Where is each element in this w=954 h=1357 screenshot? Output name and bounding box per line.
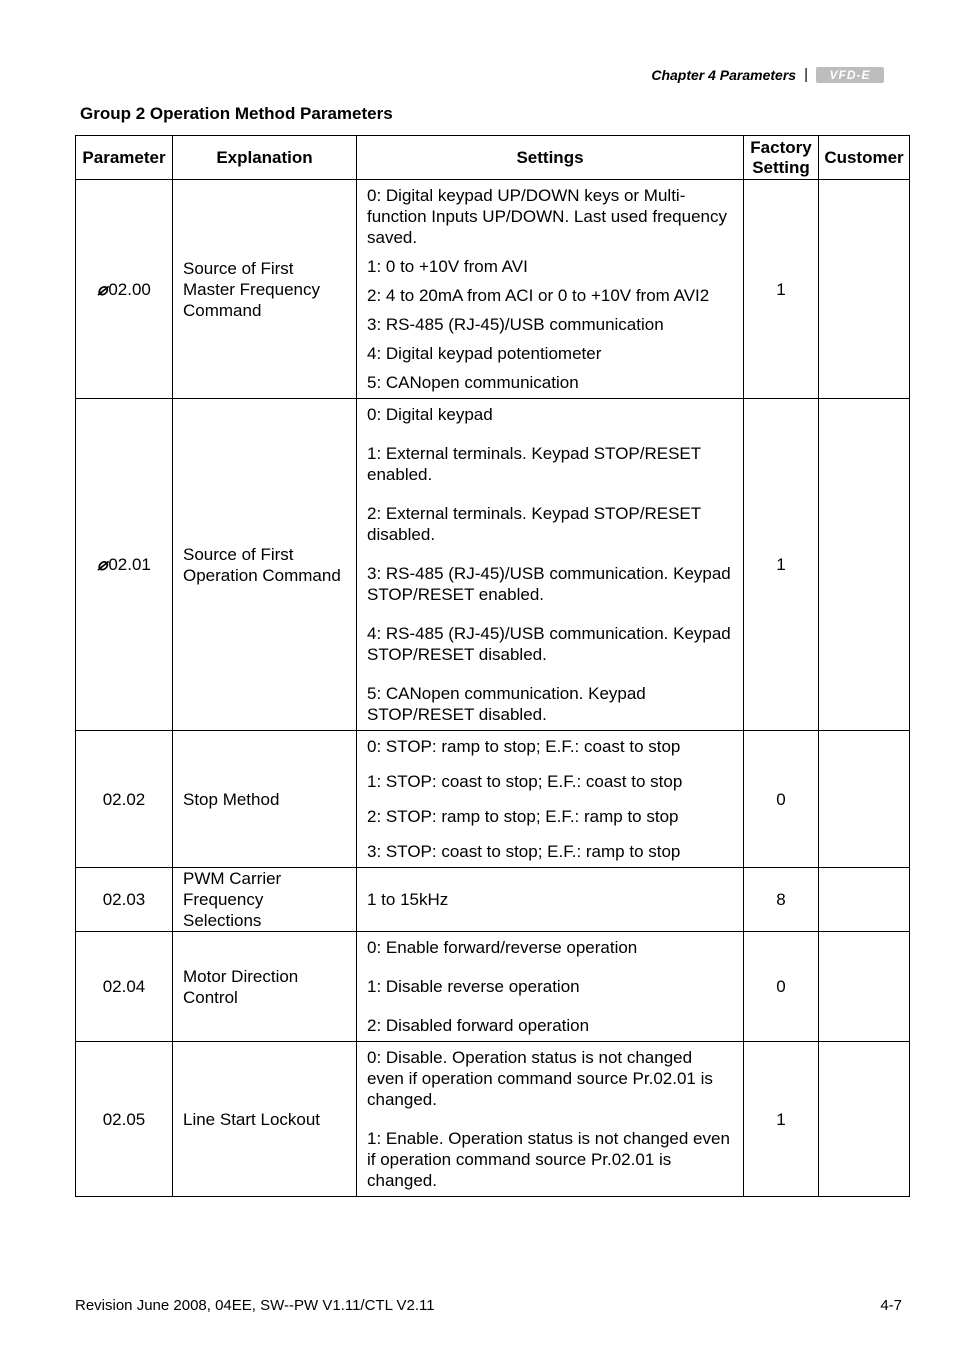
customer-cell: [819, 1042, 910, 1197]
param-number: 02.01: [108, 555, 151, 574]
customer-cell: [819, 868, 910, 932]
param-cell: [76, 731, 173, 868]
setting-option: 3: RS-485 (RJ-45)/USB communication: [367, 315, 664, 334]
setting-option: 2: External terminals. Keypad STOP/RESET disabled.: [367, 504, 701, 544]
explanation-cell: PWM Carrier Frequency Selections: [173, 868, 357, 932]
param-number: 02.03: [102, 890, 146, 909]
col-header-explanation: Explanation: [173, 136, 357, 180]
settings-cell: [357, 868, 744, 932]
pencil-icon: ⌀: [97, 555, 108, 574]
table-row: [76, 868, 910, 932]
setting-option: 0: STOP: ramp to stop; E.F.: coast to stop: [367, 737, 681, 756]
setting-option: 1 to 15kHz: [367, 890, 449, 909]
setting-option: 4: RS-485 (RJ-45)/USB communication. Keypad STOP/RESET disabled.: [367, 624, 731, 664]
setting-option: 5: CANopen communication: [367, 373, 579, 392]
explanation-cell: Motor Direction Control: [173, 932, 357, 1042]
explanation-cell: Stop Method: [173, 731, 357, 868]
setting-option: 4: Digital keypad potentiometer: [367, 344, 602, 363]
col-header-parameter: Parameter: [76, 136, 173, 180]
setting-option: 0: Digital keypad UP/DOWN keys or Multi-function Inputs UP/DOWN. Last used frequency saved.: [367, 186, 728, 247]
param-cell: [76, 1042, 173, 1197]
table-row: [76, 399, 910, 731]
setting-option: 2: STOP: ramp to stop; E.F.: ramp to stop: [367, 807, 679, 826]
param-cell: [76, 932, 173, 1042]
settings-cell: [357, 731, 744, 868]
table-header-row: [76, 136, 910, 180]
parameter-table: [75, 135, 910, 1197]
factory-setting-cell: 0: [744, 731, 819, 868]
setting-option: 0: Disable. Operation status is not changed even if operation command source Pr.02.01 is changed.: [367, 1048, 713, 1109]
param-number: 02.04: [102, 977, 146, 996]
setting-option: 1: External terminals. Keypad STOP/RESET enabled.: [367, 444, 701, 484]
setting-option: 5: CANopen communication. Keypad STOP/RESET disabled.: [367, 684, 646, 724]
setting-option: 0: Enable forward/reverse operation: [367, 938, 638, 957]
param-cell: [76, 868, 173, 932]
setting-option: 3: STOP: coast to stop; E.F.: ramp to stop: [367, 842, 681, 861]
customer-cell: [819, 731, 910, 868]
col-header-settings: Settings: [357, 136, 744, 180]
footer-page-number: 4-7: [880, 1297, 902, 1314]
setting-option: 1: STOP: coast to stop; E.F.: coast to stop: [367, 772, 683, 791]
col-header-customer: Customer: [819, 136, 910, 180]
param-cell: [76, 399, 173, 731]
factory-setting-cell: 8: [744, 868, 819, 932]
factory-setting-cell: 1: [744, 399, 819, 731]
factory-setting-cell: 1: [744, 1042, 819, 1197]
customer-cell: [819, 399, 910, 731]
table-row: [76, 180, 910, 399]
explanation-cell: Source of First Master Frequency Command: [173, 180, 357, 399]
param-number: 02.00: [108, 279, 151, 299]
param-number: 02.02: [102, 789, 146, 809]
footer-revision: Revision June 2008, 04EE, SW--PW V1.11/CTL V2.11: [75, 1297, 435, 1314]
table-row: [76, 731, 910, 868]
setting-option: 0: Digital keypad: [367, 405, 493, 424]
group-title: Group 2 Operation Method Parameters: [80, 104, 393, 123]
page-header: [651, 66, 884, 83]
pencil-icon: ⌀: [97, 279, 108, 299]
settings-cell: [357, 399, 744, 731]
explanation-cell: Source of First Operation Command: [173, 399, 357, 731]
setting-option: 1: Disable reverse operation: [367, 977, 580, 996]
chapter-title: Chapter 4 Parameters: [651, 66, 797, 83]
setting-option: 1: Enable. Operation status is not changed even if operation command source Pr.02.01 is changed.: [367, 1129, 730, 1190]
settings-cell: [357, 932, 744, 1042]
factory-setting-cell: 0: [744, 932, 819, 1042]
factory-setting-cell: 1: [744, 180, 819, 399]
header-separator: |: [804, 66, 808, 83]
table-row: [76, 932, 910, 1042]
settings-cell: [357, 180, 744, 399]
setting-option: 3: RS-485 (RJ-45)/USB communication. Keypad STOP/RESET enabled.: [367, 564, 731, 604]
explanation-cell: Line Start Lockout: [173, 1042, 357, 1197]
col-header-factory-setting: Factory Setting: [744, 136, 819, 180]
vfd-logo: VFD-E: [816, 67, 884, 83]
customer-cell: [819, 180, 910, 399]
setting-option: 2: 4 to 20mA from ACI or 0 to +10V from AVI2: [367, 286, 710, 305]
customer-cell: [819, 932, 910, 1042]
param-number: 02.05: [102, 1109, 146, 1129]
param-cell: [76, 180, 173, 399]
table-row: [76, 1042, 910, 1197]
settings-cell: [357, 1042, 744, 1197]
setting-option: 1: 0 to +10V from AVI: [367, 257, 528, 276]
setting-option: 2: Disabled forward operation: [367, 1016, 590, 1035]
